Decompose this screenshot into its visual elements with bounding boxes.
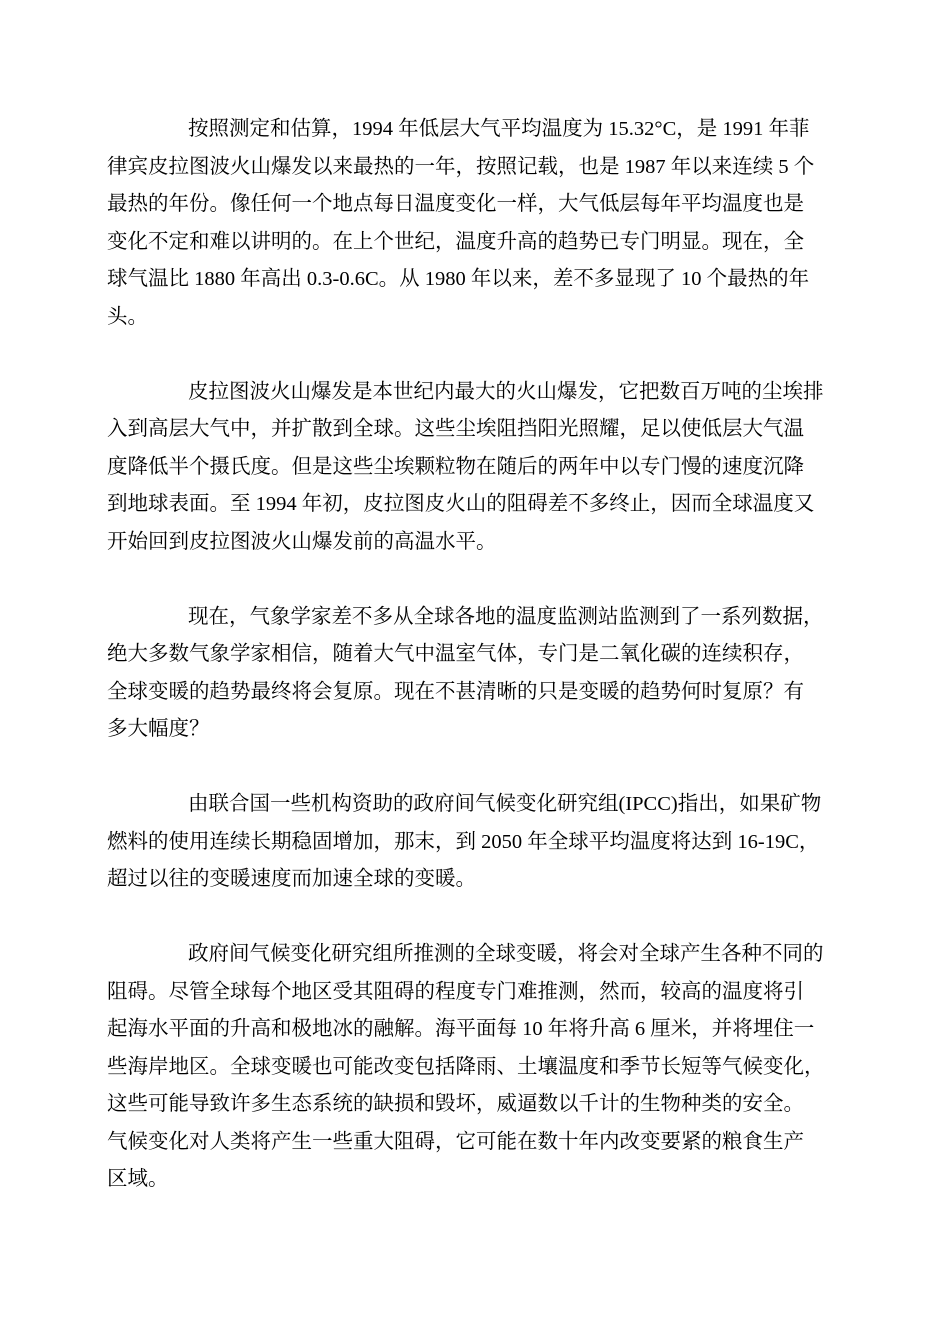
paragraph-1 <box>107 111 852 336</box>
paragraph-line: 政府间气候变化研究组所推测的全球变暖，将会对全球产生各种不同的 <box>188 943 824 965</box>
paragraph-line: 开始回到皮拉图波火山爆发前的高温水平。 <box>107 530 497 553</box>
paragraph-line: 全球变暖的趋势最终将会复原。现在不甚清晰的只是变暖的趋势何时复原？有 <box>107 680 804 703</box>
paragraph-line: 律宾皮拉图波火山爆发以来最热的一年，按照记载，也是 1987 年以来连续 5 个 <box>107 155 815 178</box>
paragraph-spacer <box>107 749 852 787</box>
paragraph-line: 些海岸地区。全球变暖也可能改变包括降雨、土壤温度和季节长短等气候变化， <box>107 1055 825 1078</box>
paragraph-line: 变化不定和难以讲明的。在上个世纪，温度升高的趋势已专门明显。现在，全 <box>107 230 804 253</box>
paragraph-4 <box>107 786 852 899</box>
paragraph-line: 燃料的使用连续长期稳固增加，那末，到 2050 年全球平均温度将达到 16-19C， <box>107 830 820 853</box>
paragraph-line: 超过以往的变暖速度而加速全球的变暖。 <box>107 868 476 890</box>
paragraph-line: 入到高层大气中，并扩散到全球。这些尘埃阻挡阳光照耀，足以使低层大气温 <box>107 418 804 440</box>
paragraph-line: 阻碍。尽管全球每个地区受其阻碍的程度专门难推测，然而，较高的温度将引 <box>107 980 804 1003</box>
paragraph-line: 这些可能导致许多生态系统的缺损和毁坏，威逼数以千计的生物种类的安全。 <box>107 1093 804 1115</box>
paragraph-line: 区域。 <box>107 1168 169 1190</box>
paragraph-line: 球气温比 1880 年高出 0.3-0.6C。从 1980 年以来，差不多显现了 10 个最热的年 <box>107 268 810 290</box>
paragraph-line: 最热的年份。像任何一个地点每日温度变化一样，大气低层每年平均温度也是 <box>107 193 804 215</box>
paragraph-line: 由联合国一些机构资助的政府间气候变化研究组(IPCC)指出，如果矿物 <box>188 793 822 815</box>
paragraph-2 <box>107 374 852 562</box>
paragraph-line: 气候变化对人类将产生一些重大阻碍，它可能在数十年内改变要紧的粮食生产 <box>107 1130 804 1153</box>
paragraph-line: 现在，气象学家差不多从全球各地的温度监测站监测到了一系列数据， <box>188 605 824 628</box>
paragraph-line: 多大幅度？ <box>107 718 210 740</box>
paragraph-3 <box>107 599 852 749</box>
paragraph-spacer <box>107 336 852 374</box>
paragraph-line: 到地球表面。至 1994 年初，皮拉图皮火山的阻碍差不多终止，因而全球温度又 <box>107 493 815 515</box>
paragraph-line: 度降低半个摄氏度。但是这些尘埃颗粒物在随后的两年中以专门慢的速度沉降 <box>107 455 804 478</box>
paragraph-line: 按照测定和估算，1994 年低层大气平均温度为 15.32°C，是 1991 年菲 <box>188 118 810 140</box>
document-body <box>107 111 852 1199</box>
paragraph-line: 皮拉图波火山爆发是本世纪内最大的火山爆发，它把数百万吨的尘埃排 <box>188 380 824 403</box>
paragraph-line: 绝大多数气象学家相信，随着大气中温室气体，专门是二氧化碳的连续积存， <box>107 643 804 665</box>
paragraph-spacer <box>107 561 852 599</box>
paragraph-line: 头。 <box>107 305 148 328</box>
paragraph-spacer <box>107 899 852 937</box>
paragraph-line: 起海水平面的升高和极地冰的融解。海平面每 10 年将升高 6 厘米，并将埋住一 <box>107 1018 815 1040</box>
paragraph-5 <box>107 936 852 1199</box>
